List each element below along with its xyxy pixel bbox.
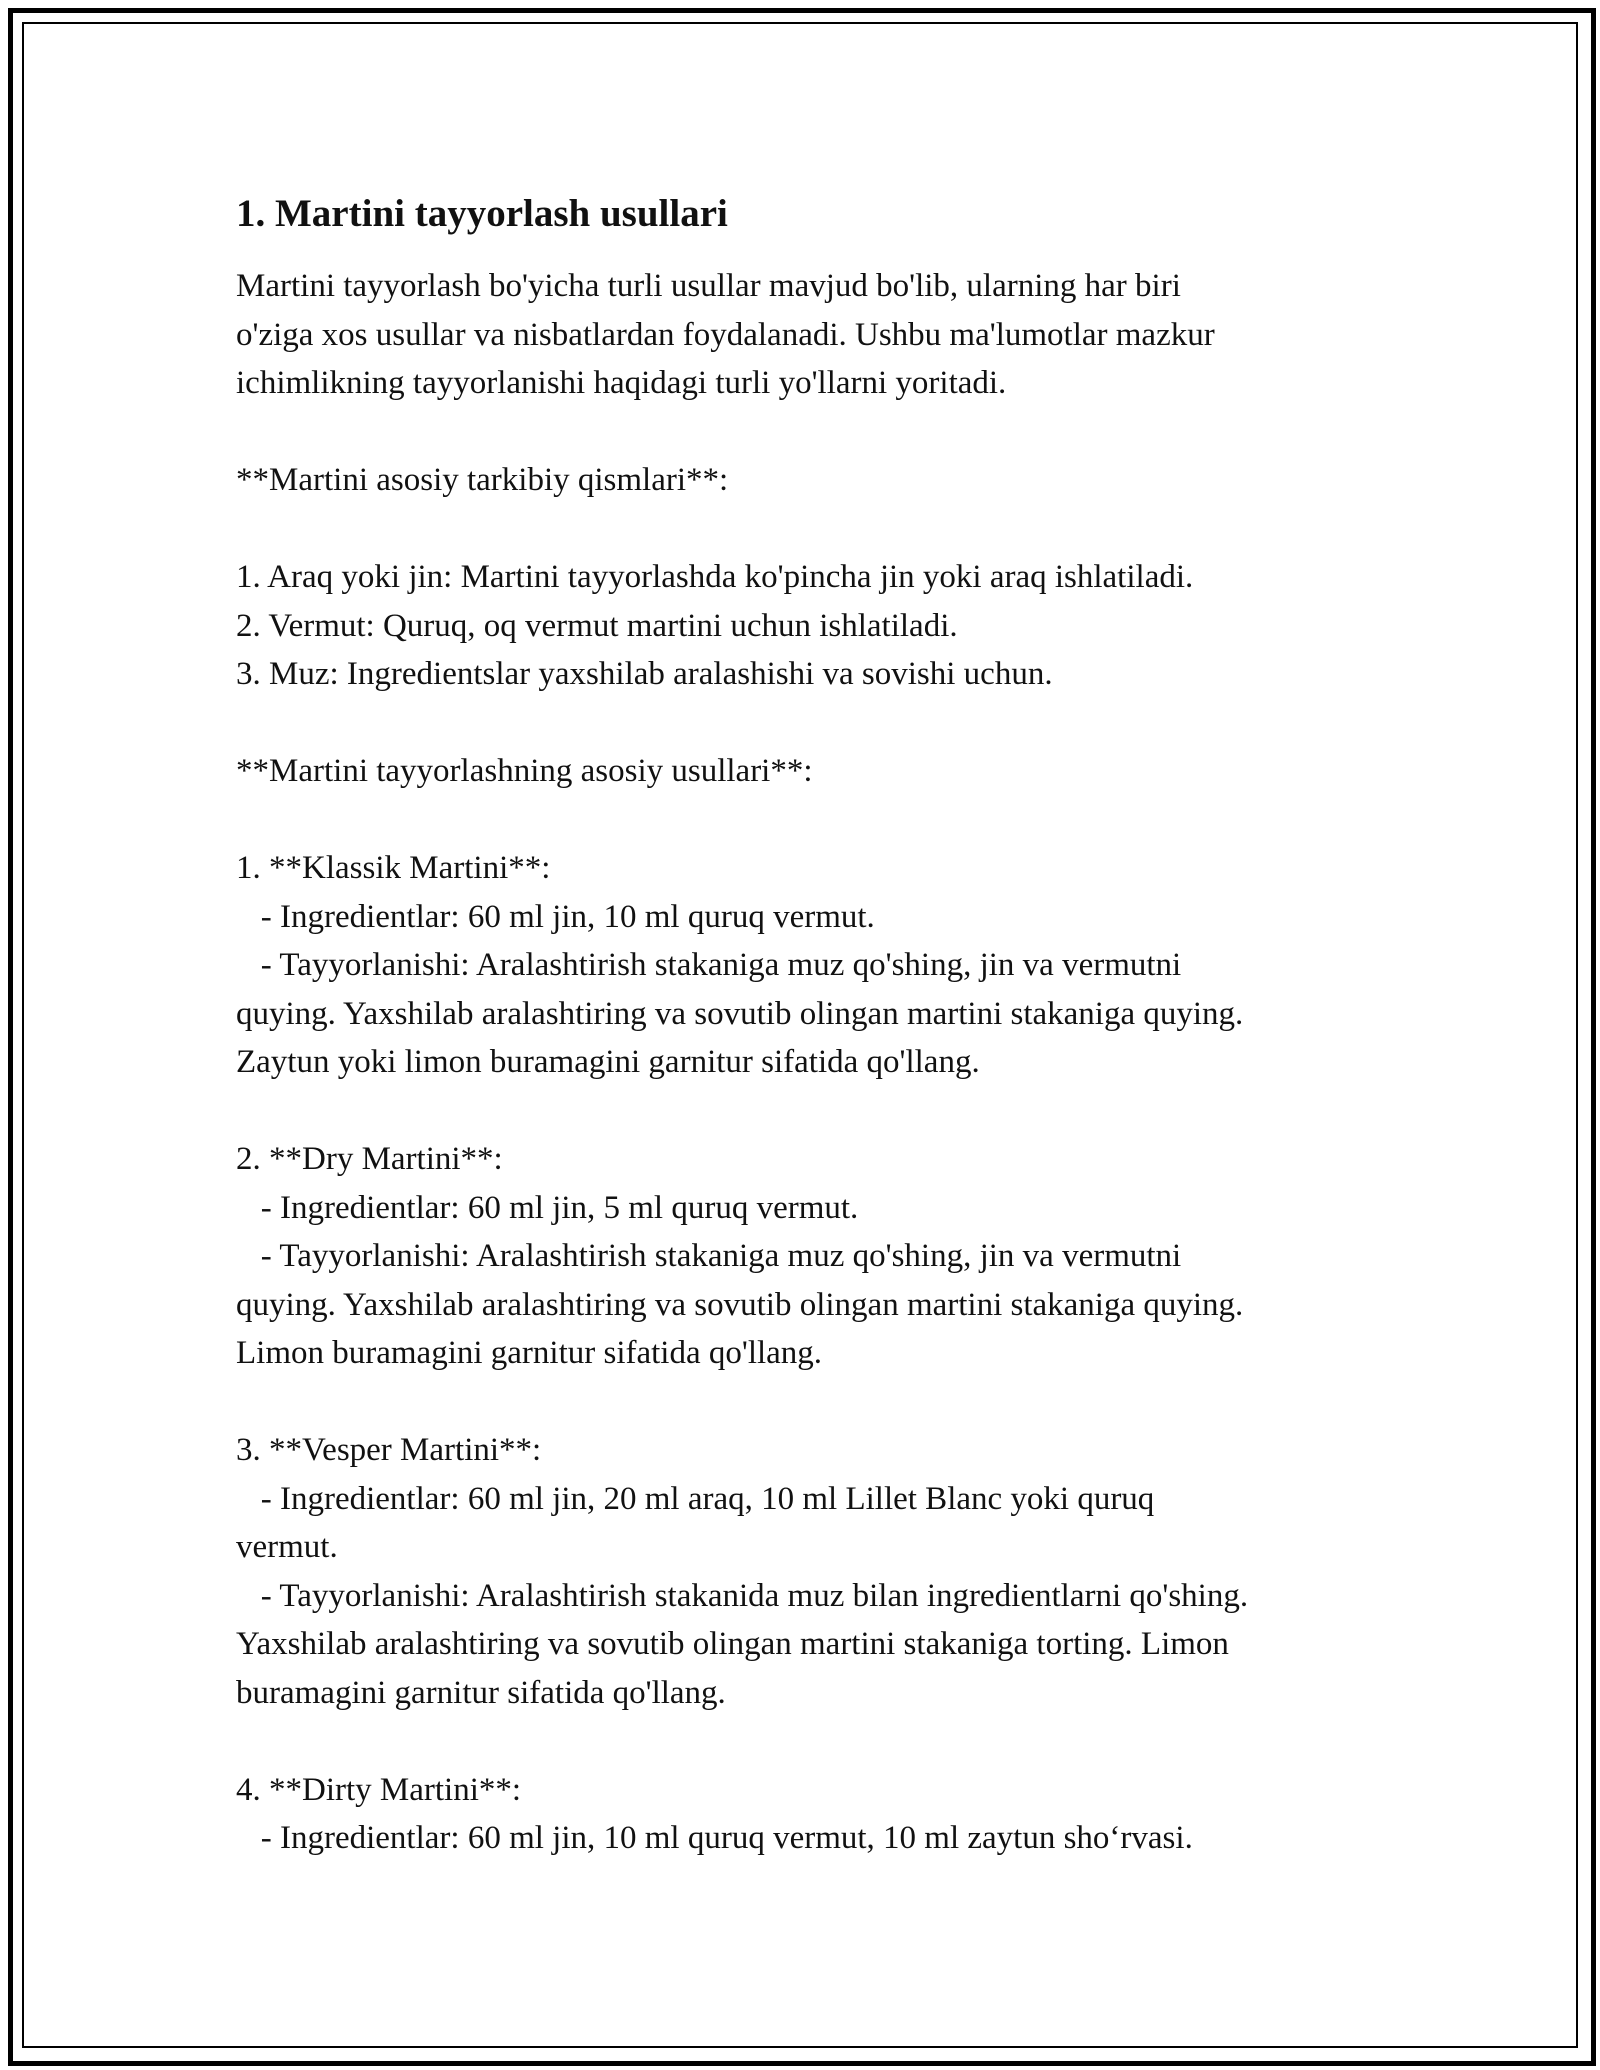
paragraph-spacer (236, 1717, 1386, 1766)
recipe-classic (236, 844, 1386, 1087)
recipe-line: - Ingredientlar: 60 ml jin, 10 ml quruq vermut. (236, 898, 875, 935)
recipe-line: - Tayyorlanishi: Aralashtirish stakaniga muz qo'shing, jin va vermutni (236, 947, 1182, 983)
recipe-line: - Ingredientlar: 60 ml jin, 10 ml quruq vermut, 10 ml zaytun sho‘rvasi. (236, 1820, 1193, 1856)
recipe-title: 2. **Dry Martini**: (236, 1141, 503, 1177)
recipe-line: buramagini garnitur sifatida qo'llang. (236, 1674, 726, 1711)
paragraph-spacer (236, 1087, 1386, 1136)
paragraph-spacer (236, 408, 1386, 457)
document-content (236, 186, 1386, 1863)
recipe-dry (236, 1135, 1386, 1378)
recipe-line: vermut. (236, 1529, 338, 1565)
intro-paragraph (236, 262, 1386, 408)
recipe-title: 3. **Vesper Martini**: (236, 1432, 542, 1468)
component-item: 3. Muz: Ingredientslar yaxshilab aralashishi va sovishi uchun. (236, 656, 1053, 692)
recipe-line: - Tayyorlanishi: Aralashtirish stakanida muz bilan ingredientlarni qo'shing. (236, 1577, 1249, 1614)
recipe-dirty (236, 1766, 1386, 1863)
paragraph-spacer (236, 505, 1386, 554)
recipe-line: - Ingredientlar: 60 ml jin, 20 ml araq, 10 ml Lillet Blanc yoki quruq (236, 1480, 1155, 1517)
recipe-line: quying. Yaxshilab aralashtiring va sovutib olingan martini stakaniga quying. (236, 1286, 1244, 1323)
recipe-title: 1. **Klassik Martini**: (236, 850, 551, 886)
component-item: 2. Vermut: Quruq, oq vermut martini uchun ishlatiladi. (236, 607, 958, 644)
recipe-line: Zaytun yoki limon buramagini garnitur sifatida qo'llang. (236, 1044, 980, 1080)
recipe-line: Limon buramagini garnitur sifatida qo'llang. (236, 1335, 823, 1371)
components-list (236, 553, 1386, 699)
intro-line: ichimlikning tayyorlanishi haqidagi turli yo'llarni yoritadi. (236, 365, 1007, 401)
recipe-vesper (236, 1426, 1386, 1717)
recipe-line: quying. Yaxshilab aralashtiring va sovutib olingan martini stakaniga quying. (236, 995, 1244, 1032)
section-heading: 1. Martini tayyorlash usullari (236, 192, 728, 235)
recipe-line: - Tayyorlanishi: Aralashtirish stakaniga muz qo'shing, jin va vermutni (236, 1238, 1182, 1274)
component-item: 1. Araq yoki jin: Martini tayyorlashda ko'pincha jin yoki araq ishlatiladi. (236, 559, 1194, 595)
intro-line: o'ziga xos usullar va nisbatlardan foydalanadi. Ushbu ma'lumotlar mazkur (236, 316, 1215, 353)
methods-title: **Martini tayyorlashning asosiy usullari**: (236, 753, 813, 789)
recipe-title: 4. **Dirty Martini**: (236, 1771, 522, 1808)
paragraph-spacer (236, 796, 1386, 845)
document-body (236, 262, 1386, 1863)
components-title: **Martini asosiy tarkibiy qismlari**: (236, 462, 729, 498)
paragraph-spacer (236, 1378, 1386, 1427)
paragraph-spacer (236, 699, 1386, 748)
recipe-line: Yaxshilab aralashtiring va sovutib olingan martini stakaniga torting. Limon (236, 1626, 1229, 1662)
recipe-line: - Ingredientlar: 60 ml jin, 5 ml quruq vermut. (236, 1189, 859, 1226)
intro-line: Martini tayyorlash bo'yicha turli usullar mavjud bo'lib, ularning har biri (236, 268, 1181, 304)
